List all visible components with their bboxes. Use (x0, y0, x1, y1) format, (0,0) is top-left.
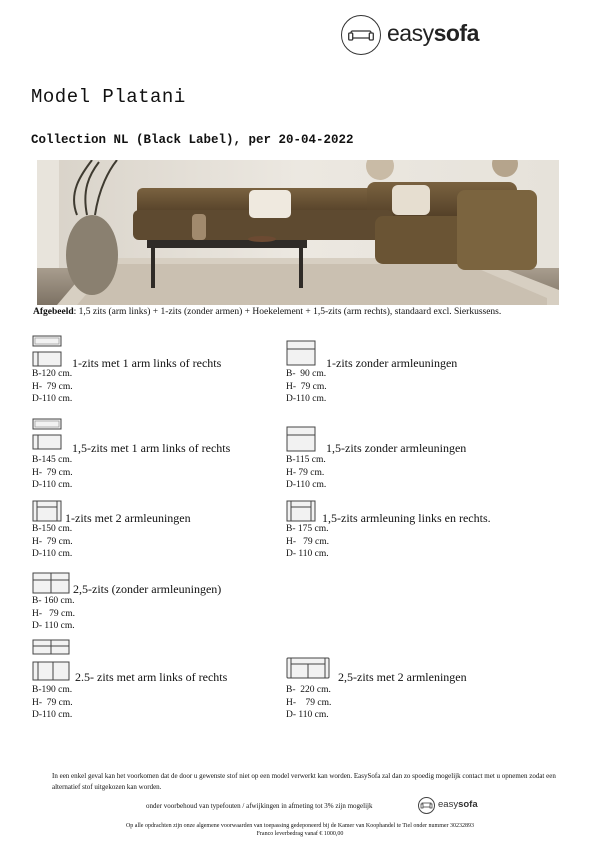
product-photo (37, 160, 559, 305)
sofa-double-arm-one-side-icon (32, 639, 70, 681)
item-name: 2,5-zits met 2 armleningen (338, 670, 467, 684)
item-name: 1,5-zits met 1 arm links of rechts (72, 441, 231, 455)
sofa-double-two-arms-icon (286, 657, 330, 679)
reservation-note: onder voorbehoud van typefouten / afwijkingen in afmeting tot 3% zijn mogelijk (146, 802, 373, 810)
footer-word-bold: sofa (458, 799, 478, 810)
sofa-logo-icon (341, 15, 381, 55)
terms-line: Op alle opdrachten zijn onze algemene voorwaarden van toepassing gedeponeerd bij de Kamer van Koophandel te Tiel onder nummer 30232893 (125, 823, 475, 829)
item-dimensions: B-120 cm. H- 79 cm. D-110 cm. (32, 369, 73, 404)
item-name: 1,5-zits armleuning links en rechts. (322, 511, 491, 525)
sofa-logo-icon (418, 797, 435, 814)
product-item (32, 639, 282, 721)
product-item (32, 572, 282, 632)
product-item (286, 657, 556, 721)
footer-logo (418, 797, 478, 814)
product-item (32, 500, 282, 562)
item-name: 1-zits met 2 armleuningen (65, 511, 191, 525)
item-name: 1-zits met 1 arm links of rechts (72, 356, 222, 370)
footer-brand-wordmark (438, 799, 478, 810)
item-dimensions: B- 160 cm. H- 79 cm. D- 110 cm. (32, 596, 76, 631)
photo-caption (33, 307, 501, 317)
item-dimensions: B-150 cm. H- 79 cm. D-110 cm. (32, 524, 73, 559)
sofa-two-arms-icon (32, 500, 62, 522)
item-dimensions: B-145 cm. H- 79 cm. D-110 cm. (32, 455, 73, 490)
footer-note: In een enkel geval kan het voorkomen dat de door u gewenste stof niet op een model verwerkt kan worden. EasySofa zal dan zo spoedig mogelijk contact met u opnemen zodat een alternatief stof uitgekozen kan worden. (52, 772, 556, 791)
item-name: 1-zits zonder armleuningen (326, 356, 458, 370)
brand-word-light: easy (387, 20, 434, 46)
product-item (286, 340, 556, 410)
sofa-no-arms-icon (286, 426, 316, 452)
brand-wordmark (387, 20, 479, 47)
page-title: Model Platani (31, 86, 186, 108)
item-name: 2.5- zits met arm links of rechts (75, 670, 228, 684)
item-dimensions: B-115 cm. H- 79 cm. D-110 cm. (286, 455, 327, 490)
item-dimensions: B-190 cm. H- 79 cm. D-110 cm. (32, 685, 73, 720)
product-item (32, 418, 282, 493)
product-item (286, 426, 556, 496)
item-name: 2,5-zits (zonder armleuningen) (73, 582, 222, 596)
product-item (286, 500, 556, 562)
brand-word-bold: sofa (433, 20, 479, 46)
product-item (32, 335, 282, 410)
collection-subtitle: Collection NL (Black Label), per 20-04-2022 (31, 133, 354, 147)
caption-text: : 1,5 zits (arm links) + 1-zits (zonder armen) + Hoekelement + 1,5-zits (arm rechts), standaard excl. Sierkussens. (73, 307, 502, 317)
franco-line: Franco leverbedrag vanaf € 1000,00 (256, 831, 344, 837)
item-dimensions: B- 220 cm. H- 79 cm. D- 110 cm. (286, 685, 332, 720)
sofa-arm-one-side-icon (32, 418, 62, 452)
item-name: 1,5-zits zonder armleuningen (326, 441, 467, 455)
sofa-two-arms-icon (286, 500, 316, 522)
footer-word-light: easy (438, 799, 459, 810)
sofa-no-arms-icon (286, 340, 316, 366)
sofa-arm-one-side-icon (32, 335, 62, 369)
terms-text (0, 822, 600, 838)
caption-label: Afgebeeld (33, 307, 74, 317)
sofa-double-no-arms-icon (32, 572, 70, 594)
easysofa-logo (341, 15, 493, 55)
item-dimensions: B- 175 cm. H- 79 cm. D- 110 cm. (286, 524, 330, 559)
item-dimensions: B- 90 cm. H- 79 cm. D-110 cm. (286, 369, 327, 404)
